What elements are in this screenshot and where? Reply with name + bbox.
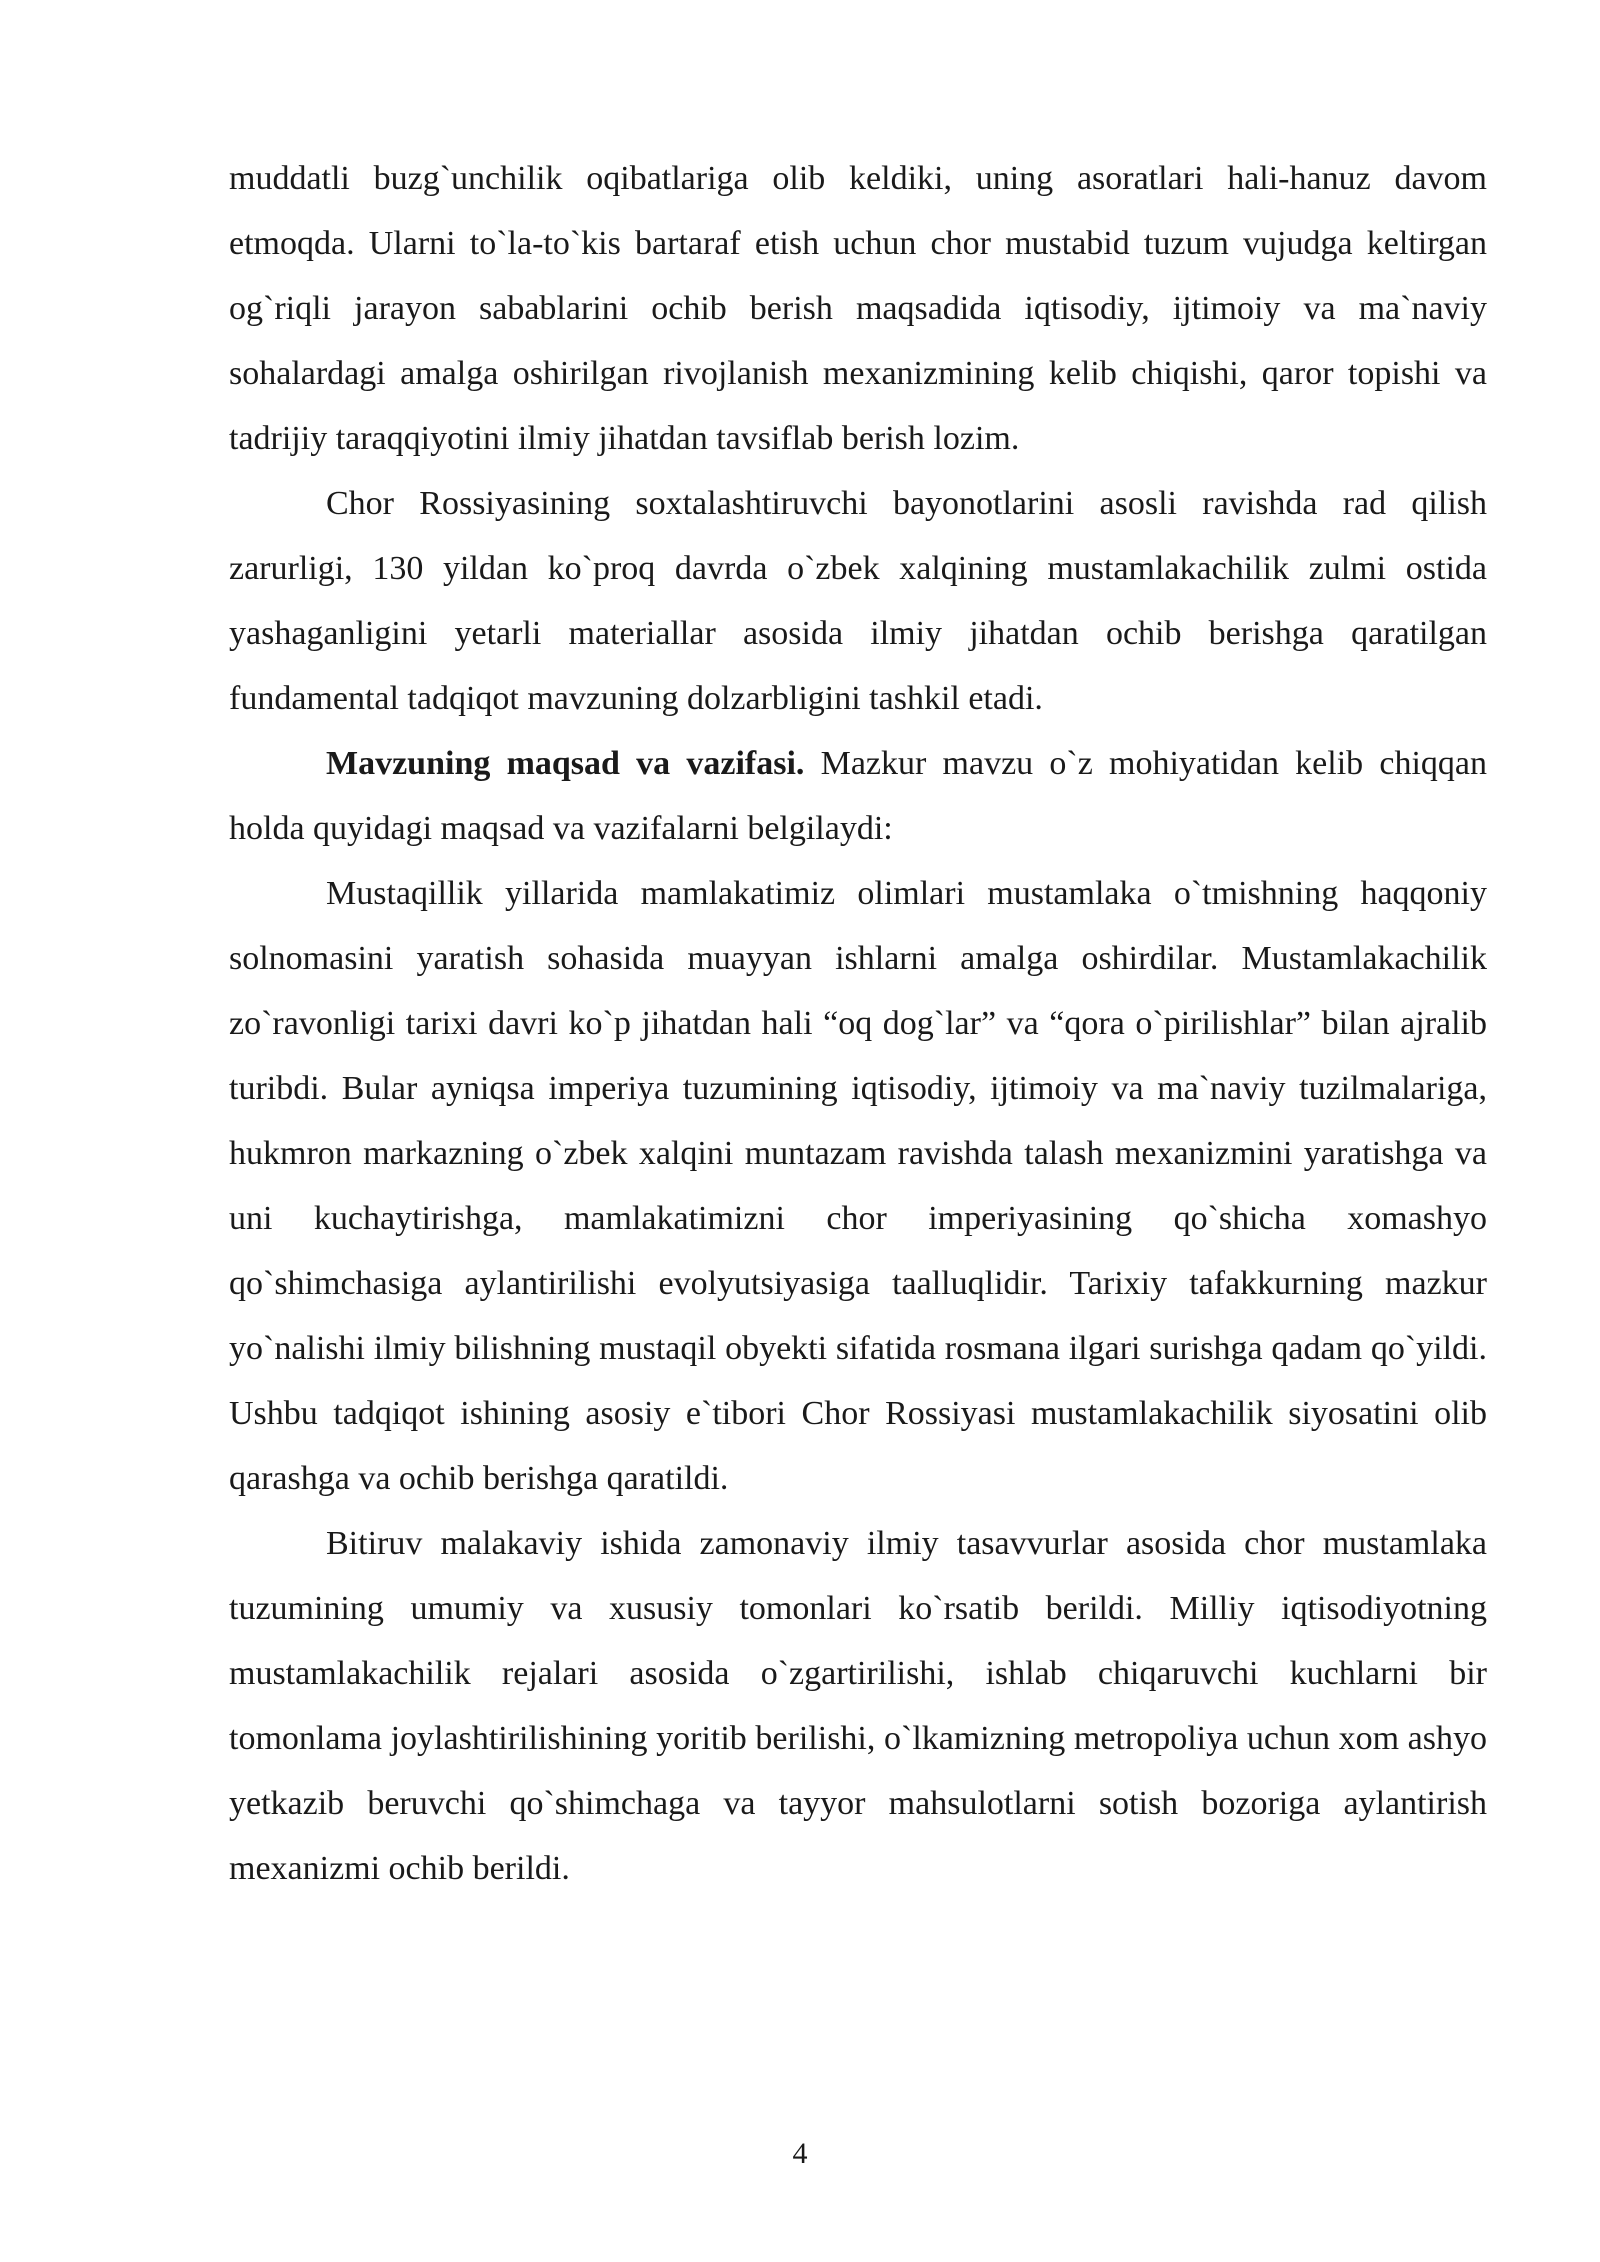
section-heading-inline: Mavzuning maqsad va vazifasi.	[326, 745, 805, 782]
paragraph-3-text: Mazkur mavzu o`z mohiyatidan kelib chiqqan holda quyidagi maqsad va vazifalarni belgilaydi:	[229, 745, 1487, 847]
paragraph-5	[229, 1511, 1487, 1901]
paragraph-2-text: Chor Rossiyasining soxtalashtiruvchi bayonotlarini asosli ravishda rad qilish zarurligi, 130 yildan ko`proq davrda o`zbek xalqining mustamlakachilik zulmi ostida yashaganligini yetarli materiallar asosida ilmiy jihatdan ochib berishga qaratilgan fundamental tadqiqot mavzuning dolzarbligini tashkil etadi.	[229, 485, 1487, 717]
page-number: 4	[792, 2137, 808, 2170]
paragraph-3	[229, 731, 1487, 861]
paragraph-2	[229, 471, 1487, 731]
paragraph-5-text: Bitiruv malakaviy ishida zamonaviy ilmiy tasavvurlar asosida chor mustamlaka tuzumining umumiy va xususiy tomonlari ko`rsatib berildi. Milliy iqtisodiyotning mustamlakachilik rejalari asosida o`zgartirilishi, ishlab chiqaruvchi kuchlarni bir tomonlama joylashtirilishining yoritib berilishi, o`lkamizning metropoliya uchun xom ashyo yetkazib beruvchi qo`shimchaga va tayyor mahsulotlarni sotish bozoriga aylantirish mexanizmi ochib berildi.	[229, 1525, 1487, 1887]
paragraph-4	[229, 861, 1487, 1511]
paragraph-4-text: Mustaqillik yillarida mamlakatimiz olimlari mustamlaka o`tmishning haqqoniy solnomasini yaratish sohasida muayyan ishlarni amalga oshirdilar. Mustamlakachilik zo`ravonligi tarixi davri ko`p jihatdan hali “oq dog`lar” va “qora o`pirilishlar” bilan ajralib turibdi. Bular ayniqsa imperiya tuzumining iqtisodiy, ijtimoiy va ma`naviy tuzilmalariga, hukmron markazning o`zbek xalqini muntazam ravishda talash mexanizmini yaratishga va uni kuchaytirishga, mamlakatimizni chor imperiyasining qo`shicha xomashyo qo`shimchasiga aylantirilishi evolyutsiyasiga taalluqlidir. Tarixiy tafakkurning mazkur yo`nalishi ilmiy bilishning mustaqil obyekti sifatida rosmana ilgari surishga qadam qo`yildi. Ushbu tadqiqot ishining asosiy e`tibori Chor Rossiyasi mustamlakachilik siyosatini olib qarashga va ochib berishga qaratildi.	[229, 875, 1487, 1497]
paragraph-1	[229, 146, 1487, 471]
body-text	[229, 146, 1487, 1901]
paragraph-1-text: muddatli buzg`unchilik oqibatlariga olib keldiki, uning asoratlari hali-hanuz davom etmoqda. Ularni to`la-to`kis bartaraf etish uchun chor mustabid tuzum vujudga keltirgan og`riqli jarayon sabablarini ochib berish maqsadida iqtisodiy, ijtimoiy va ma`naviy sohalardagi amalga oshirilgan rivojlanish mexanizmining kelib chiqishi, qaror topishi va tadrijiy taraqqiyotini ilmiy jihatdan tavsiflab berish lozim.	[229, 160, 1487, 457]
